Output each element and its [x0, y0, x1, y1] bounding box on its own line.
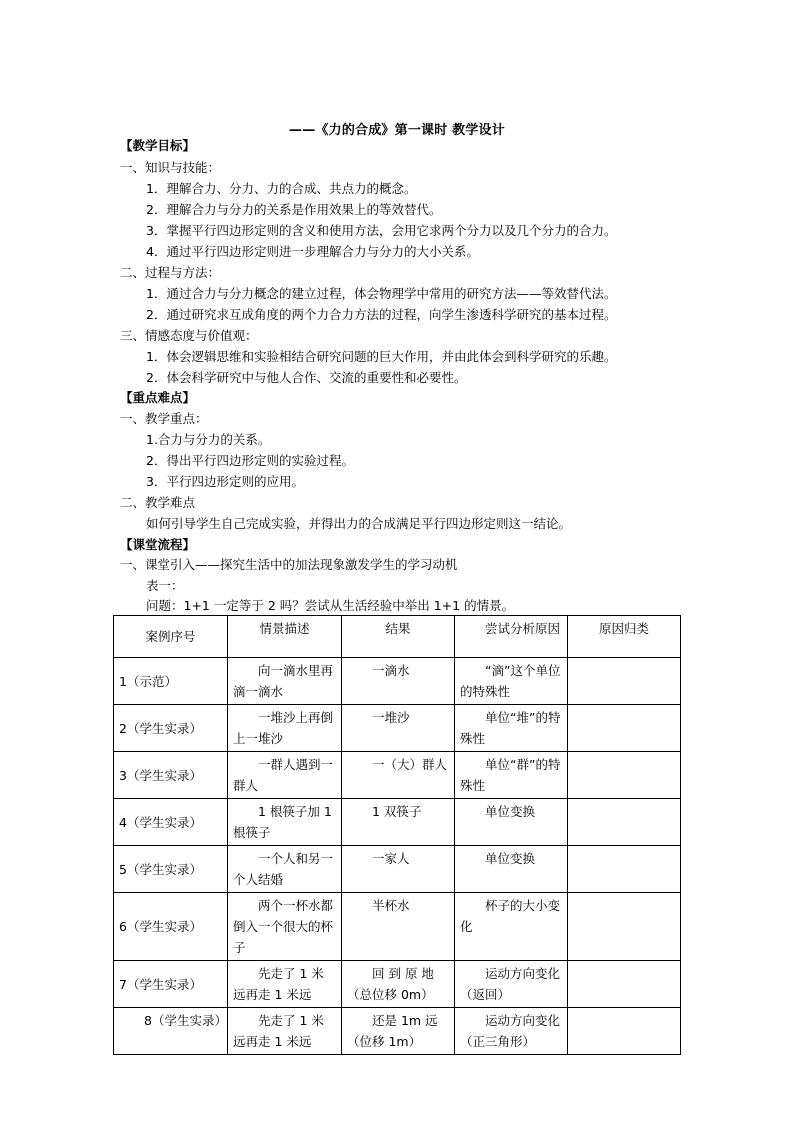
table-cell: 1 双筷子	[342, 799, 455, 846]
flow-section-1: 一、课堂引入——探究生活中的加法现象激发学生的学习动机	[120, 557, 458, 572]
goals-s3-item: 2．体会科学研究中与他人合作、交流的重要性和必要性。	[146, 370, 467, 385]
key-section-1: 一、教学重点：	[120, 411, 208, 426]
table-cell: 单位变换	[455, 799, 568, 846]
table-row	[114, 705, 681, 752]
table-cell: 两个一杯水都倒入一个很大的杯子	[228, 893, 342, 961]
table-row	[114, 893, 681, 961]
table-cell: 6（学生实录）	[114, 893, 228, 961]
table-label: 表一：	[146, 578, 184, 593]
table-cell: 一（大）群人	[342, 752, 455, 799]
key-s1-item: 2．得出平行四边形定则的实验过程。	[146, 453, 354, 468]
goals-section-1: 一、知识与技能：	[120, 160, 221, 175]
table-cell: 一堆沙上再倒上一堆沙	[228, 705, 342, 752]
table-header-row	[114, 616, 681, 658]
table-cell	[568, 658, 681, 705]
header-cell: 情景描述	[228, 616, 342, 658]
table-cell: 先走了 1 米远再走 1 米远	[228, 961, 342, 1008]
table-cell: 回 到 原 地（总位移 0m）	[342, 961, 455, 1008]
flow-heading: 【课堂流程】	[120, 537, 196, 552]
table-cell: 1（示范）	[114, 658, 228, 705]
key-heading: 【重点难点】	[120, 390, 196, 405]
table-cell: 运动方向变化（正三角形）	[455, 1008, 568, 1055]
goals-section-2: 二、过程与方法：	[120, 265, 221, 280]
table-cell: 单位“群”的特殊性	[455, 752, 568, 799]
table-cell: 7（学生实录）	[114, 961, 228, 1008]
goals-s1-item: 4．通过平行四边形定则进一步理解合力与分力的大小关系。	[146, 244, 479, 259]
header-cell: 案例序号	[114, 616, 228, 658]
table-row	[114, 846, 681, 893]
case-table	[113, 615, 681, 1055]
table-cell: 一群人遇到一群人	[228, 752, 342, 799]
table-cell: 4（学生实录）	[114, 799, 228, 846]
document-title: ——《力的合成》第一课时 教学设计	[289, 123, 505, 138]
table-cell: 5（学生实录）	[114, 846, 228, 893]
key-section-2: 二、教学难点	[120, 495, 196, 510]
table-cell: 1 根筷子加 1 根筷子	[228, 799, 342, 846]
goals-s1-item: 1．理解合力、分力、力的合成、共点力的概念。	[146, 181, 417, 196]
table-cell: 一堆沙	[342, 705, 455, 752]
goals-s1-item: 3．掌握平行四边形定则的含义和使用方法，会用它求两个分力以及几个分力的合力。	[146, 223, 617, 238]
table-row	[114, 799, 681, 846]
goals-s1-item: 2．理解合力与分力的关系是作用效果上的等效替代。	[146, 202, 442, 217]
table-row	[114, 752, 681, 799]
goals-heading: 【教学目标】	[120, 138, 196, 153]
table-cell	[568, 846, 681, 893]
table-cell: 一个人和另一个人结婚	[228, 846, 342, 893]
question-text: 问题：1+1 一定等于 2 吗？尝试从生活经验中举出 1+1 的情景。	[146, 598, 515, 613]
goals-s2-item: 1．通过合力与分力概念的建立过程，体会物理学中常用的研究方法——等效替代法。	[146, 286, 617, 301]
table-cell	[568, 893, 681, 961]
table-cell	[568, 705, 681, 752]
table-cell: 还是 1m 远（位移 1m）	[342, 1008, 455, 1055]
goals-s2-item: 2．通过研究求互成角度的两个力合力方法的过程，向学生渗透科学研究的基本过程。	[146, 307, 617, 322]
key-s1-item: 1.合力与分力的关系。	[146, 432, 271, 447]
key-s2-text: 如何引导学生自己完成实验，并得出力的合成满足平行四边形定则这一结论。	[146, 516, 572, 531]
header-cell: 尝试分析原因	[455, 616, 568, 658]
table-cell	[568, 799, 681, 846]
table-cell: 杯子的大小变化	[455, 893, 568, 961]
goals-section-3: 三、情感态度与价值观：	[120, 328, 258, 343]
table-cell: 单位“堆”的特殊性	[455, 705, 568, 752]
table-row	[114, 658, 681, 705]
table-row	[114, 961, 681, 1008]
table-cell	[568, 1008, 681, 1055]
table-cell: 半杯水	[342, 893, 455, 961]
table-cell: 先走了 1 米远再走 1 米远	[228, 1008, 342, 1055]
table-cell: 运动方向变化（返回）	[455, 961, 568, 1008]
header-cell: 原因归类	[568, 616, 681, 658]
table-cell: 2（学生实录）	[114, 705, 228, 752]
table-cell	[568, 961, 681, 1008]
key-s1-item: 3．平行四边形定则的应用。	[146, 474, 304, 489]
header-cell: 结果	[342, 616, 455, 658]
table-cell	[568, 752, 681, 799]
table-cell: 8（学生实录）	[114, 1008, 228, 1055]
goals-s3-item: 1．体会逻辑思维和实验相结合研究问题的巨大作用，并由此体会到科学研究的乐趣。	[146, 349, 617, 364]
table-cell: 向一滴水里再滴一滴水	[228, 658, 342, 705]
table-cell: 3（学生实录）	[114, 752, 228, 799]
table-cell: 一家人	[342, 846, 455, 893]
table-cell: 单位变换	[455, 846, 568, 893]
table-cell: 一滴水	[342, 658, 455, 705]
table-row	[114, 1008, 681, 1055]
table-cell: “滴”这个单位的特殊性	[455, 658, 568, 705]
